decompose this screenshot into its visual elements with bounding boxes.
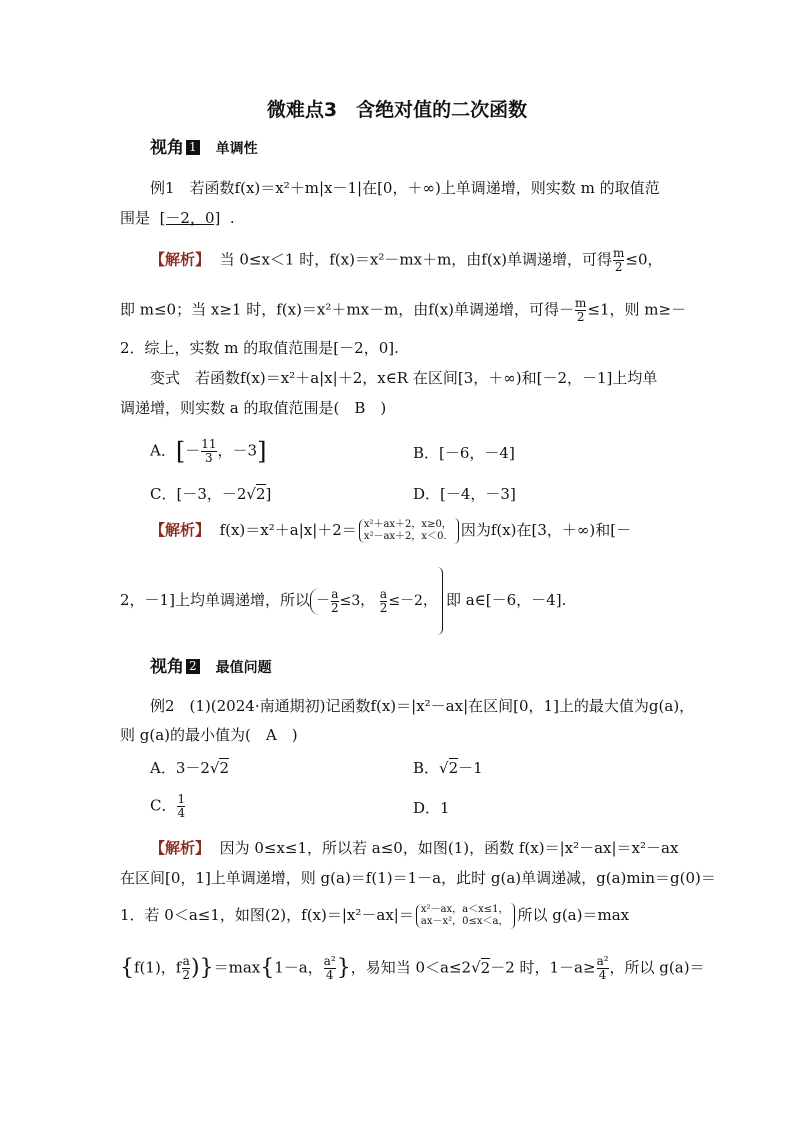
solution-tag: 【解析】 [150, 250, 211, 269]
section-label: 视角 [150, 657, 184, 677]
inequality-system-brace: － $\frac{a}{2}$ ≤3， $\frac{a}{2}$ ≤－2， [310, 588, 437, 615]
example2-option-a: A．3－2√2 [150, 759, 230, 777]
fraction: $\frac{m}{2}$ [575, 296, 587, 324]
solution3-line4: {f(1)，f $\frac{a}{2}$ )}＝max{1－a， $\frac{\text{a²}}{4}$ }，易知当 0＜a≤2√2－2 时，1－a≥ $\frac{\text{a²}}{4}$ ，所以 g(a)＝ [120, 954, 705, 982]
solution3-line3: 1．若 0＜a≤1，如图(2)，f(x)＝|x²－ax|＝ x²－ax，a＜x≤1， ax－x²，0≤x＜a， 所以 g(a)＝max [120, 904, 630, 927]
page-title: 微难点3 含绝对值的二次函数 [266, 99, 528, 121]
variant-line1: 变式 若函数f(x)＝x²＋a|x|＋2，x∈R 在区间[3，＋∞)和[－2，－1]上均单 [150, 369, 658, 387]
example2-line1: 例2 (1)(2024·南通期初)记函数f(x)＝|x²－ax|在区间[0，1]上的最大值为g(a)， [150, 697, 695, 715]
example1-answer: [－2，0] [159, 209, 221, 227]
section-name: 最值问题 [215, 660, 272, 676]
piecewise-brace: x²＋ax＋2，x≥0， x²－ax＋2，x＜0. [359, 519, 452, 543]
section-header-2 [150, 657, 272, 678]
variant-option-b: B．[－6，－4] [413, 444, 515, 462]
fraction: $\frac{11}{3}$ [201, 437, 217, 465]
solution3-line2: 在区间[0，1]上单调递增，则 g(a)＝f(1)＝1－a，此时 g(a)单调递减，g(a)min＝g(0)＝ [120, 869, 716, 887]
solution1-line3: 2．综上，实数 m 的取值范围是[－2，0]. [120, 339, 399, 357]
solution-tag: 【解析】 [150, 839, 211, 857]
fraction: $\frac{1}{4}$ [177, 792, 186, 820]
section-header-1 [150, 138, 258, 159]
example1-line2: 围是 [－2，0] . [120, 209, 235, 227]
piecewise-brace: x²－ax，a＜x≤1， ax－x²，0≤x＜a， [416, 904, 509, 928]
example2-line2: 则 g(a)的最小值为( A ) [120, 726, 298, 744]
section-label: 视角 [150, 138, 184, 158]
variant-option-d: D．[－4，－3] [413, 485, 516, 503]
solution3-line1: 【解析】 因为 0≤x≤1，所以若 a≤0，如图(1)，函数 f(x)＝|x²－ax|＝x²－ax [150, 839, 679, 857]
example2-option-b: B．√2－1 [413, 759, 483, 777]
example1-line1: 例1 若函数f(x)＝x²＋m|x－1|在[0，＋∞)上单调递增，则实数 m 的取值范 [150, 179, 660, 197]
fraction: $\frac{m}{2}$ [613, 246, 625, 274]
section-name: 单调性 [215, 141, 258, 157]
solution1-line2: 即 m≤0；当 x≥1 时，f(x)＝x²＋mx－m，由f(x)单调递增，可得－ $\frac{m}{2}$ ≤1，则 m≥－ [120, 296, 687, 324]
solution1-line1: 【解析】 当 0≤x＜1 时，f(x)＝x²－mx＋m，由f(x)单调递增，可得 $\frac{m}{2}$ ≤0， [150, 246, 663, 274]
example2-option-c: C． $\frac{1}{4}$ [150, 792, 186, 820]
example2-option-d: D．1 [413, 799, 450, 817]
section-number-badge: 2 [186, 659, 200, 674]
solution2-line2: 2，－1]上均单调递增，所以 － $\frac{a}{2}$ ≤3， $\frac{a}{2}$ ≤－2， 即 a∈[－6，－4]. [120, 566, 566, 635]
section-number-badge: 1 [186, 140, 200, 155]
solution2-line1: 【解析】 f(x)＝x²＋a|x|＋2＝ x²＋ax＋2，x≥0， x²－ax＋2，x＜0. 因为f(x)在[3，＋∞)和[－ [150, 519, 632, 542]
variant-option-c: C．[－3，－2√2] [150, 485, 272, 503]
variant-line2: 调递增，则实数 a 的取值范围是( B ) [120, 399, 387, 417]
variant-option-a: A．[－ $\frac{11}{3}$ ，－3] [150, 437, 267, 466]
solution-tag: 【解析】 [150, 521, 211, 539]
